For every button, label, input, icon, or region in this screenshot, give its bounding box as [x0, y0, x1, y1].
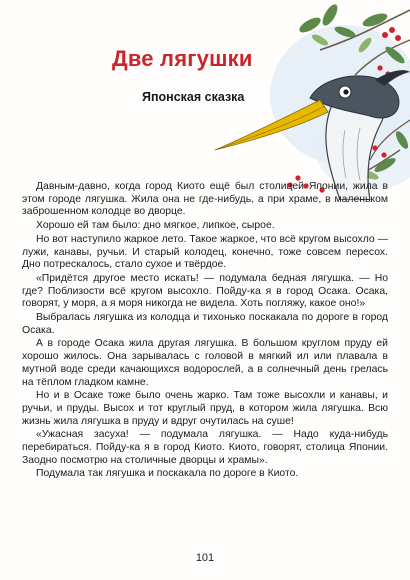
paragraph: «Придётся другое место искать! — подумала бедная лягушка. — Но где? Поблизости всё кругом высохло. Пойду-ка я в город Осака. Осака, говорят, у моря, а я моря никогда не видела. Хоть погляжу, какое оно!»: [22, 272, 388, 310]
paragraph: Хорошо ей там было: дно мягкое, липкое, сырое.: [36, 220, 275, 232]
paragraph: «Ужасная засуха! — подумала лягушка. — Надо куда-нибудь перебираться. Пойду-ка я в город Киото. Киото, говорят, столица Японии. Заодно посмотрю на столичные дворцы и храмы».: [22, 429, 388, 466]
story-subtitle: Японская сказка: [142, 90, 245, 104]
story-title: Две лягушки: [112, 46, 253, 71]
paragraph: Выбралась лягушка из колодца и тихонько поскакала по дороге в город Осака.: [22, 312, 388, 336]
paragraph: Давным-давно, когда город Киото ещё был столицей Японии, жила в этом городе лягушка. Жила она не где-нибудь, а при храме, в маленьком заброшенном колодце во дворце.: [22, 181, 388, 218]
page-number: 101: [195, 552, 215, 564]
paragraph: Но и в Осаке тоже было очень жарко. Там тоже высохли и канавы, и ручьи, и пруды. Высох и тот круглый пруд, в котором жила лягушка. Всю жизнь жила лягушка в пруду и вдруг очутилась на суше!: [22, 390, 388, 427]
paragraph: Но вот наступило жаркое лето. Такое жаркое, что всё кругом высохло — лужи, канавы, ручьи. И старый колодец, конечно, тоже совсем пересох. Дно потрескалось, стало сухое и твёрдое.: [22, 233, 388, 271]
paragraph: А в городе Осака жила другая лягушка. В большом круглом пруду ей хорошо жилось. Она зарывалась с головой в мягкий ил или плавала в мутной воде среди качающихся водорослей, а в солнечный день грелась на тёплом гладком камне.: [22, 338, 388, 388]
story-text: [22, 181, 388, 482]
paragraph: Подумала так лягушка и поскакала по дороге в Киото.: [36, 468, 299, 480]
